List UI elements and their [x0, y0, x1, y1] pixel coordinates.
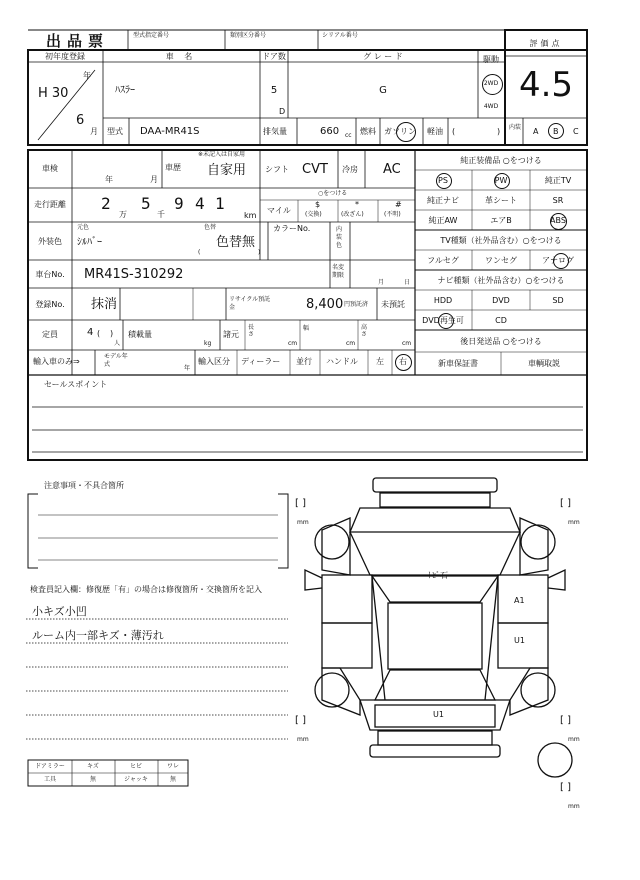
recycle-suffix: 円預託済 — [344, 301, 369, 308]
tire-mm-fr: mm — [568, 519, 580, 526]
tv-title: TV種類（社外品含む）○をつける — [440, 236, 562, 245]
tire-mm-fl: mm — [297, 519, 309, 526]
length-label: 長さ — [248, 324, 255, 338]
parallel-label: 並行 — [296, 357, 312, 366]
acc-tools-value: 無 — [89, 776, 97, 783]
dollar-label: $ — [315, 200, 321, 209]
car-name-label: 車 名 — [165, 52, 197, 61]
notes-label: 注意事項・不具合箇所 — [44, 481, 124, 490]
mileage-digit-4: 4 — [195, 194, 205, 213]
dims-label: 諸元 — [223, 330, 239, 339]
history-label: 車歴 — [165, 163, 181, 172]
option-pw-circle[interactable] — [494, 173, 510, 189]
orig-color-value: ｼﾙﾊﾞｰ — [77, 237, 102, 248]
displacement-label: 排気量 — [263, 127, 287, 136]
acc-header-mirror: ドアミラー — [35, 763, 65, 770]
mileage-man-unit: 万 — [119, 210, 127, 219]
mileage-digit-1: 2 — [101, 194, 111, 213]
capacity-unit: 人 — [114, 340, 121, 347]
first-reg-month: 6 — [76, 113, 85, 128]
tv-analog: アナログ — [542, 256, 574, 265]
doors-value: 5 — [270, 85, 278, 96]
mark-windshield: ﾄﾋﾞ石 — [428, 571, 448, 580]
orig-color-label: 元色 — [77, 224, 90, 231]
model-year-label: モデル年式 — [104, 353, 128, 368]
cargo-label: 積載量 — [128, 330, 152, 339]
option-abs-circle[interactable] — [550, 213, 567, 230]
later-title: 後日発送品 ○をつける — [460, 337, 542, 346]
length-unit: cm — [288, 340, 298, 347]
option-ps: PS — [438, 176, 448, 185]
options-title: 純正装備品 ○をつける — [460, 156, 542, 165]
name-change-month-unit: 月 — [378, 279, 385, 286]
drive-label: 駆動 — [483, 55, 499, 64]
shaken-month-unit: 月 — [150, 175, 158, 184]
mileage-digit-2: 5 — [141, 194, 151, 213]
import-only-label: 輸入車のみ⇒ — [33, 357, 80, 366]
interior-label: 内装 — [509, 124, 522, 131]
doors-label: ドア数 — [262, 52, 286, 61]
acc-tools-label: 工具 — [43, 776, 57, 783]
drive-2wd: 2WD — [483, 80, 499, 87]
width-unit: cm — [346, 340, 356, 347]
category-label: 類別区分番号 — [230, 32, 267, 39]
inspector-line-2: ルーム内一部キズ・薄汚れ — [32, 629, 164, 642]
name-change-day-unit: 日 — [404, 279, 411, 286]
sales-point-label: セールスポイント — [44, 380, 108, 389]
shaken-year-unit: 年 — [105, 175, 113, 184]
option-abs: ABS — [550, 216, 566, 225]
nav-sd: SD — [552, 296, 564, 305]
model-value: DAA-MR41S — [140, 126, 200, 137]
mileage-digit-5: 1 — [215, 194, 225, 213]
not-deposited-label: 未預託 — [381, 300, 405, 309]
nav-dvd: DVD — [492, 296, 510, 305]
unknown-label: (不明) — [384, 211, 401, 218]
option-tv: 純正TV — [544, 176, 572, 185]
color-label: 外装色 — [38, 237, 62, 246]
later-manual: 車輌取説 — [528, 359, 560, 368]
vin-label: 車台No. — [35, 270, 65, 279]
color-paren-close: ) — [258, 249, 261, 256]
fuel-diesel-label: 軽油 — [427, 127, 443, 136]
handle-label: ハンドル — [326, 357, 358, 366]
displacement-unit: cc — [345, 132, 352, 139]
first-reg-month-unit: 月 — [90, 127, 98, 136]
mileage-km-unit: km — [244, 211, 257, 220]
capacity-label: 定員 — [42, 330, 58, 339]
import-type-label: 輸入区分 — [198, 357, 230, 366]
capacity-paren: ( — [97, 329, 101, 338]
tv-oneseg: ワンセグ — [485, 256, 517, 265]
interior-c: C — [573, 127, 579, 136]
score-label: 評価点 — [529, 39, 563, 48]
ac-label: 冷房 — [342, 165, 358, 174]
mileage-label: 走行距離 — [34, 200, 66, 209]
inspector-label: 検査員記入欄：修復歴「有」の場合は修復箇所・交換箇所を記入 — [30, 585, 262, 594]
grade-label: グ レ ー ド — [363, 52, 403, 61]
tv-fullseg: フルセグ — [427, 256, 459, 265]
option-navi: 純正ナビ — [427, 196, 459, 205]
tire-mm-rr: mm — [568, 736, 580, 743]
height-label: 高さ — [361, 324, 368, 338]
tire-mm-spare: mm — [568, 803, 580, 810]
cargo-unit: kg — [204, 340, 212, 347]
mileage-mark-note: ○をつける — [318, 190, 348, 197]
model-year-unit: 年 — [184, 365, 191, 372]
tv-analog-circle[interactable] — [553, 253, 569, 269]
later-warranty: 新車保証書 — [438, 359, 478, 368]
option-aw: 純正AW — [428, 216, 458, 225]
color-change-value: 色替無 — [216, 235, 256, 250]
color-change-label: 色替 — [204, 224, 217, 231]
fuel-gasoline: ガソリン — [384, 127, 416, 136]
model-label: 型式 — [107, 127, 123, 136]
interior-b-circle[interactable] — [548, 123, 564, 139]
acc-header-crack: ヒビ — [129, 763, 143, 770]
option-leather: 革シート — [485, 196, 517, 205]
tamper-label: (改ざん) — [341, 211, 364, 218]
mileage-sen-unit: 千 — [157, 210, 165, 219]
exchange-label: (交換) — [305, 211, 322, 218]
mark-rear: U1 — [433, 710, 444, 719]
nav-cd: CD — [495, 316, 507, 325]
mileage-digit-3: 9 — [174, 194, 184, 213]
height-unit: cm — [402, 340, 412, 347]
first-reg-label: 初年度登録 — [45, 52, 85, 61]
nav-hdd: HDD — [433, 296, 453, 305]
recycle-amount: 8,400 — [306, 297, 344, 312]
history-note: ※未記入は自家用 — [198, 151, 246, 158]
inspector-line-1: 小キズ小凹 — [32, 605, 87, 618]
color-paren-open: ( — [198, 249, 201, 256]
acc-header-break: ワレ — [166, 763, 180, 770]
nav-dvd-playback: DVD再生可 — [422, 316, 464, 325]
reg-no-value: 抹消 — [91, 297, 118, 312]
tire-mm-rl: mm — [297, 736, 309, 743]
dealer-label: ディーラー — [241, 357, 281, 366]
width-label: 幅 — [303, 325, 310, 332]
grade-value: G — [379, 85, 387, 96]
nav-title: ナビ種類（社外品含む）○をつける — [437, 276, 565, 285]
fuel-label: 燃料 — [360, 127, 376, 136]
color-no-label: カラーNo. — [273, 224, 311, 233]
acc-header-scratch: キズ — [87, 763, 99, 770]
interior-a: A — [533, 127, 539, 136]
capacity-paren-close: ) — [110, 329, 114, 338]
mile-label: マイル — [267, 206, 291, 215]
shift-value: CVT — [302, 162, 328, 177]
nav-dvd-playback-circle[interactable] — [438, 313, 454, 329]
fuel-paren-close: ) — [497, 127, 501, 136]
recycle-label: リサイクル預託金 — [229, 296, 271, 311]
hash-label: # — [395, 200, 402, 209]
name-change-label: 名変期限 — [332, 264, 345, 279]
tire-bracket-fl: [ ] — [295, 498, 306, 509]
shift-label: シフト — [265, 165, 289, 174]
tire-bracket-fr: [ ] — [560, 498, 571, 509]
fuel-gasoline-circle[interactable] — [396, 122, 416, 142]
sheet-title: 出品票 — [46, 32, 110, 50]
handle-left: 左 — [376, 357, 384, 366]
fuel-paren-open: ( — [452, 127, 456, 136]
mark-right-front: A1 — [514, 596, 525, 605]
first-reg-era: H 30 — [38, 86, 69, 101]
history-value: 自家用 — [207, 163, 247, 178]
option-ps-circle[interactable] — [436, 173, 452, 189]
option-pw: PW — [494, 176, 508, 185]
reg-no-label: 登録No. — [35, 300, 65, 309]
handle-right-circle[interactable] — [395, 354, 412, 371]
option-sr: SR — [552, 196, 564, 205]
interior-b: B — [553, 127, 559, 136]
form-type-label: 型式指定番号 — [133, 32, 170, 39]
tire-bracket-rr: [ ] — [560, 715, 571, 726]
serial-label: シリアル番号 — [322, 32, 358, 39]
handle-right: 右 — [399, 357, 407, 366]
acc-jack-value: 無 — [169, 776, 177, 783]
displacement-value: 660 — [320, 126, 340, 137]
car-name: ﾊｽﾗｰ — [115, 85, 135, 96]
capacity-value: 4 — [87, 327, 94, 338]
ac-value: AC — [383, 162, 401, 177]
tire-bracket-rl: [ ] — [295, 715, 306, 726]
star-label: * — [355, 200, 359, 209]
first-reg-year-unit: 年 — [83, 71, 91, 80]
option-airbag: エアB — [490, 216, 512, 225]
interior-color-label: 内装色 — [336, 226, 343, 249]
shaken-label: 車検 — [42, 164, 58, 173]
doors-suffix: D — [279, 107, 286, 116]
drive-4wd: 4WD — [483, 103, 499, 110]
mark-right-rear: U1 — [514, 636, 525, 645]
score-value: 4.5 — [518, 65, 574, 105]
vin-value: MR41S-310292 — [84, 267, 184, 282]
acc-jack-label: ジャッキ — [124, 776, 148, 783]
tire-bracket-spare: [ ] — [560, 782, 571, 793]
